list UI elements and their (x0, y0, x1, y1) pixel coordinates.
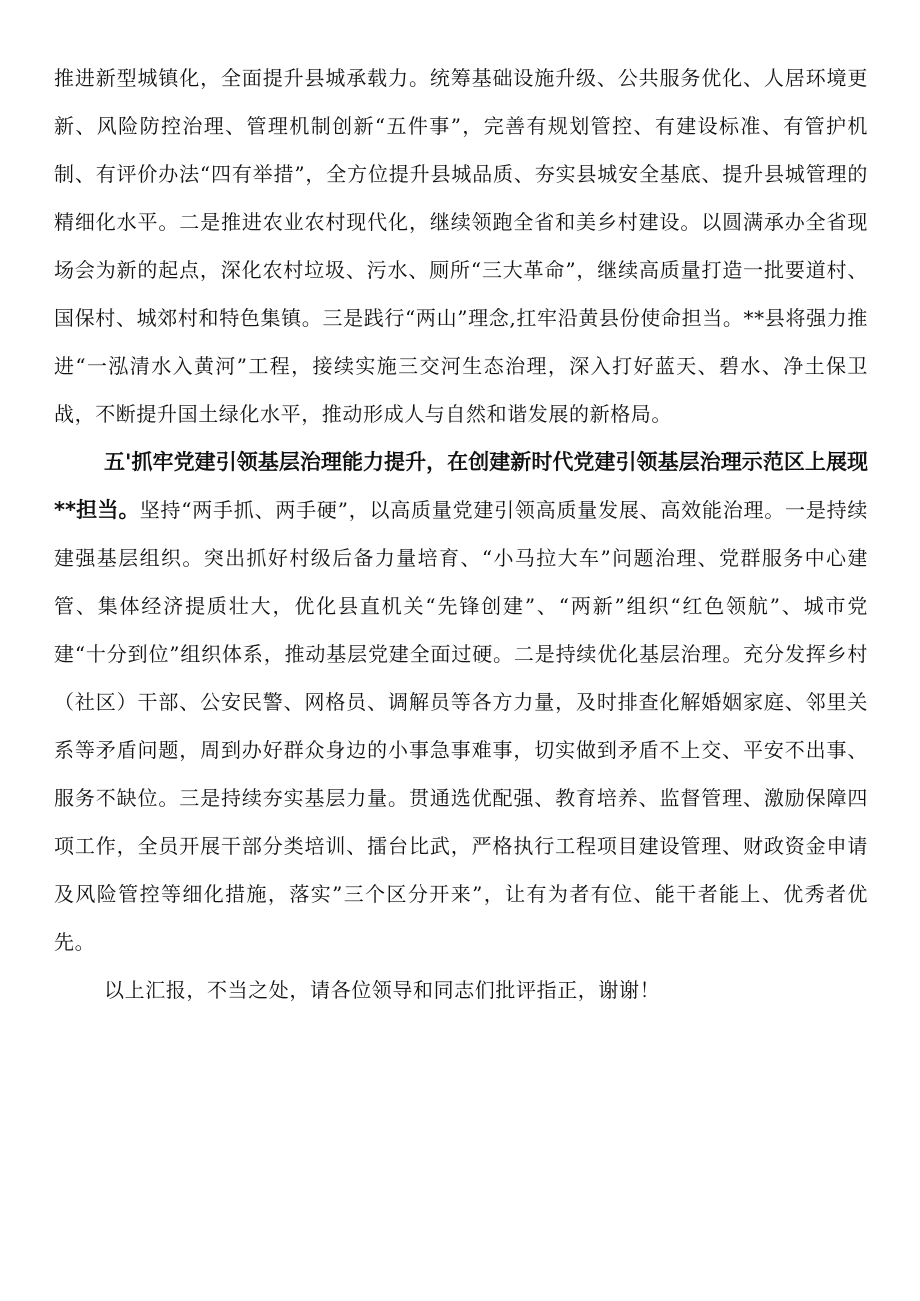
section-heading: 五'抓牢党建引领基层治理能力提升，在创建新时代党建引领基层治理示范区上展现**担当。 (54, 450, 868, 522)
paragraph-urbanization: 推进新型城镇化，全面提升县城承载力。统筹基础设施升级、公共服务优化、人居环境更新、风险防控治理、管理机制创新“五件事”，完善有规划管控、有建设标准、有管护机制、有评价办法“四有举措”，全方位提升县城品质、夯实县城安全基底、提升县城管理的精细化水平。二是推进农业农村现代化，继续领跑全省和美乡村建设。以圆满承办全省现场会为新的起点，深化农村垃圾、污水、厕所“三大革命”，继续高质量打造一批要道村、国保村、城郊村和特色集镇。三是践行“两山”理念,扛牢沿黄县份使命担当。**县将强力推进“一泓清水入黄河”工程，接续实施三交河生态治理，深入打好蓝天、碧水、净土保卫战，不断提升国土绿化水平，推动形成人与自然和谐发展的新格局。 (54, 66, 868, 426)
document-body (54, 54, 868, 1014)
paragraph-party-building (54, 438, 868, 966)
section-body-text: 坚持“两手抓、两手硬”，以高质量党建引领高质量发展、高效能治理。一是持续建强基层组织。突出抓好村级后备力量培育、“小马拉大车”问题治理、党群服务中心建管、集体经济提质壮大，优化县直机关“先锋创建”、“两新”组织“红色领航”、城市党建“十分到位”组织体系，推动基层党建全面过硬。二是持续优化基层治理。充分发挥乡村（社区）干部、公安民警、网格员、调解员等各方力量，及时排查化解婚姻家庭、邻里关系等矛盾问题，周到办好群众身边的小事急事难事，切实做到矛盾不上交、平安不出事、服务不缺位。三是持续夯实基层力量。贯通选优配强、教育培养、监督管理、激励保障四项工作，全员开展干部分类培训、擂台比武，严格执行工程项目建设管理、财政资金申请及风险管控等细化措施，落实”三个区分开来”，让有为者有位、能干者能上、优秀者优先。 (54, 498, 868, 954)
closing-remark: 以上汇报，不当之处，请各位领导和同志们批评指正，谢谢！ (104, 978, 661, 1002)
